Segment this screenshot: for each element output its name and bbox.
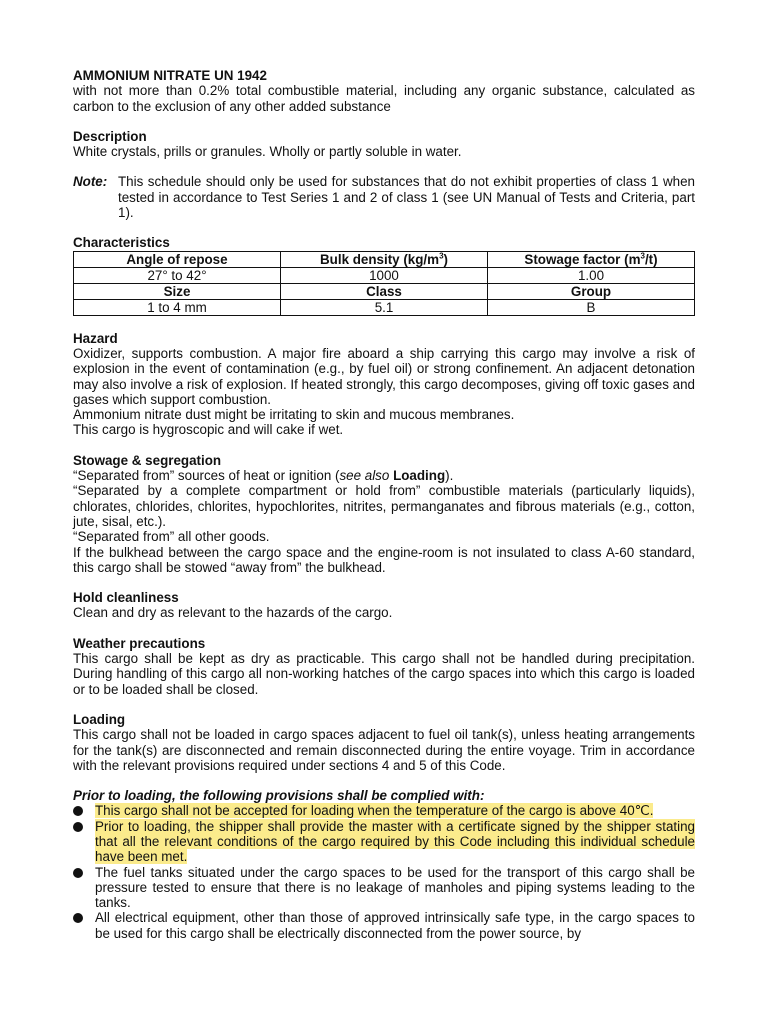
note-block <box>73 174 695 220</box>
class-value: 5.1 <box>281 299 488 315</box>
table-row <box>74 251 695 267</box>
characteristics-table <box>73 251 695 316</box>
bullet-icon <box>73 868 83 878</box>
density-header: Bulk density $(kg/m^3)$ <box>281 251 488 267</box>
density-value: 1000 <box>281 267 488 283</box>
highlighted-text: This cargo shall not be accepted for loading when the temperature of the cargo is above 40℃. <box>95 803 654 819</box>
stowage-line: “Separated by a complete compartment or hold from” combustible materials (particularly liquids), chlorates, chlorides, chlorites, hypochlorites, nitrites, permanganates and fibrous materials (e.g., cotton, jute, sisal, etc.). <box>73 483 695 529</box>
hazard-paragraph: Oxidizer, supports combustion. A major fire aboard a ship carrying this cargo may involve a risk of explosion in the event of contamination (e.g., by fuel oil) or strong confinement. An adjacent detonation may also involve a risk of explosion. If heated strongly, this cargo decomposes, giving off toxic gases and gases which support combustion. <box>73 345 695 407</box>
provisions-intro: Prior to loading, the following provisions shall be complied with: <box>73 788 485 804</box>
list-item <box>73 803 695 818</box>
table-row <box>74 267 695 283</box>
list-item-text: The fuel tanks situated under the cargo spaces to be used for the transport of this cargo shall be pressure tested to ensure that there is no leakage of manholes and piping systems leading to the tanks. <box>95 864 695 911</box>
note-label: Note: <box>73 174 108 190</box>
bullet-icon <box>73 822 83 832</box>
stowage-line: “Separated from” sources of heat or ignition (see also Loading). <box>73 468 454 484</box>
hazard-heading: Hazard <box>73 330 118 346</box>
bullet-icon <box>73 806 83 816</box>
characteristics-heading: Characteristics <box>73 235 170 251</box>
weather-heading: Weather precautions <box>73 635 206 651</box>
highlighted-text: Prior to loading, the shipper shall provide the master with a certificate signed by the shipper stating that all the relevant conditions of the cargo required by this Code including this individual schedule have been met. <box>95 818 695 865</box>
description-text: White crystals, prills or granules. Wholly or partly soluble in water. <box>73 144 462 160</box>
table-row <box>74 299 695 315</box>
list-item <box>73 865 695 911</box>
list-item-text: All electrical equipment, other than those of approved intrinsically safe type, in the cargo spaces to be used for this cargo shall be electrically disconnected from the power source, by <box>95 910 695 941</box>
size-value: 1 to 4 mm <box>74 299 281 315</box>
list-item <box>73 819 695 865</box>
hazard-paragraph: Ammonium nitrate dust might be irritating to skin and mucous membranes. <box>73 407 515 423</box>
angle-header: Angle of repose <box>74 251 281 267</box>
hazard-paragraph: This cargo is hygroscopic and will cake if wet. <box>73 422 344 438</box>
document-page <box>73 68 695 941</box>
size-header: Size <box>74 283 281 299</box>
angle-value: 27° to 42° <box>74 267 281 283</box>
document-subtitle: with not more than 0.2% total combustible material, including any organic substance, calculated as carbon to the exclusion of any other added substance <box>73 83 695 114</box>
class-header: Class <box>281 283 488 299</box>
provisions-list <box>73 803 695 941</box>
stowage-line: “Separated from” all other goods. <box>73 529 270 545</box>
group-value: B <box>488 299 695 315</box>
bullet-icon <box>73 913 83 923</box>
stowage-factor-header: Stowage factor $(m^3/t)$ <box>488 251 695 267</box>
weather-text: This cargo shall be kept as dry as practicable. This cargo shall not be handled during precipitation. During handling of this cargo all non-working hatches of the cargo spaces into which this cargo is loaded or to be loaded shall be closed. <box>73 651 695 697</box>
stowage-factor-value: 1.00 <box>488 267 695 283</box>
hold-cleanliness-heading: Hold cleanliness <box>73 590 179 606</box>
table-row <box>74 283 695 299</box>
description-heading: Description <box>73 128 147 144</box>
stowage-line: If the bulkhead between the cargo space and the engine-room is not insulated to class A-60 standard, this cargo shall be stowed “away from” the bulkhead. <box>73 544 695 575</box>
document-title: AMMONIUM NITRATE UN 1942 <box>73 68 267 83</box>
stowage-heading: Stowage & segregation <box>73 452 222 468</box>
note-text: This schedule should only be used for substances that do not exhibit properties of class 1 when tested in accordance to Test Series 1 and 2 of class 1 (see UN Manual of Tests and Criteria, part 1). <box>118 174 695 221</box>
loading-heading: Loading <box>73 711 126 727</box>
list-item <box>73 910 695 941</box>
hold-cleanliness-text: Clean and dry as relevant to the hazards of the cargo. <box>73 605 393 621</box>
group-header: Group <box>488 283 695 299</box>
loading-text: This cargo shall not be loaded in cargo spaces adjacent to fuel oil tank(s), unless heating arrangements for the tank(s) are disconnected and remain disconnected during the entire voyage. Trim in accordance with the relevant provisions required under sections 4 and 5 of this Code. <box>73 727 695 773</box>
